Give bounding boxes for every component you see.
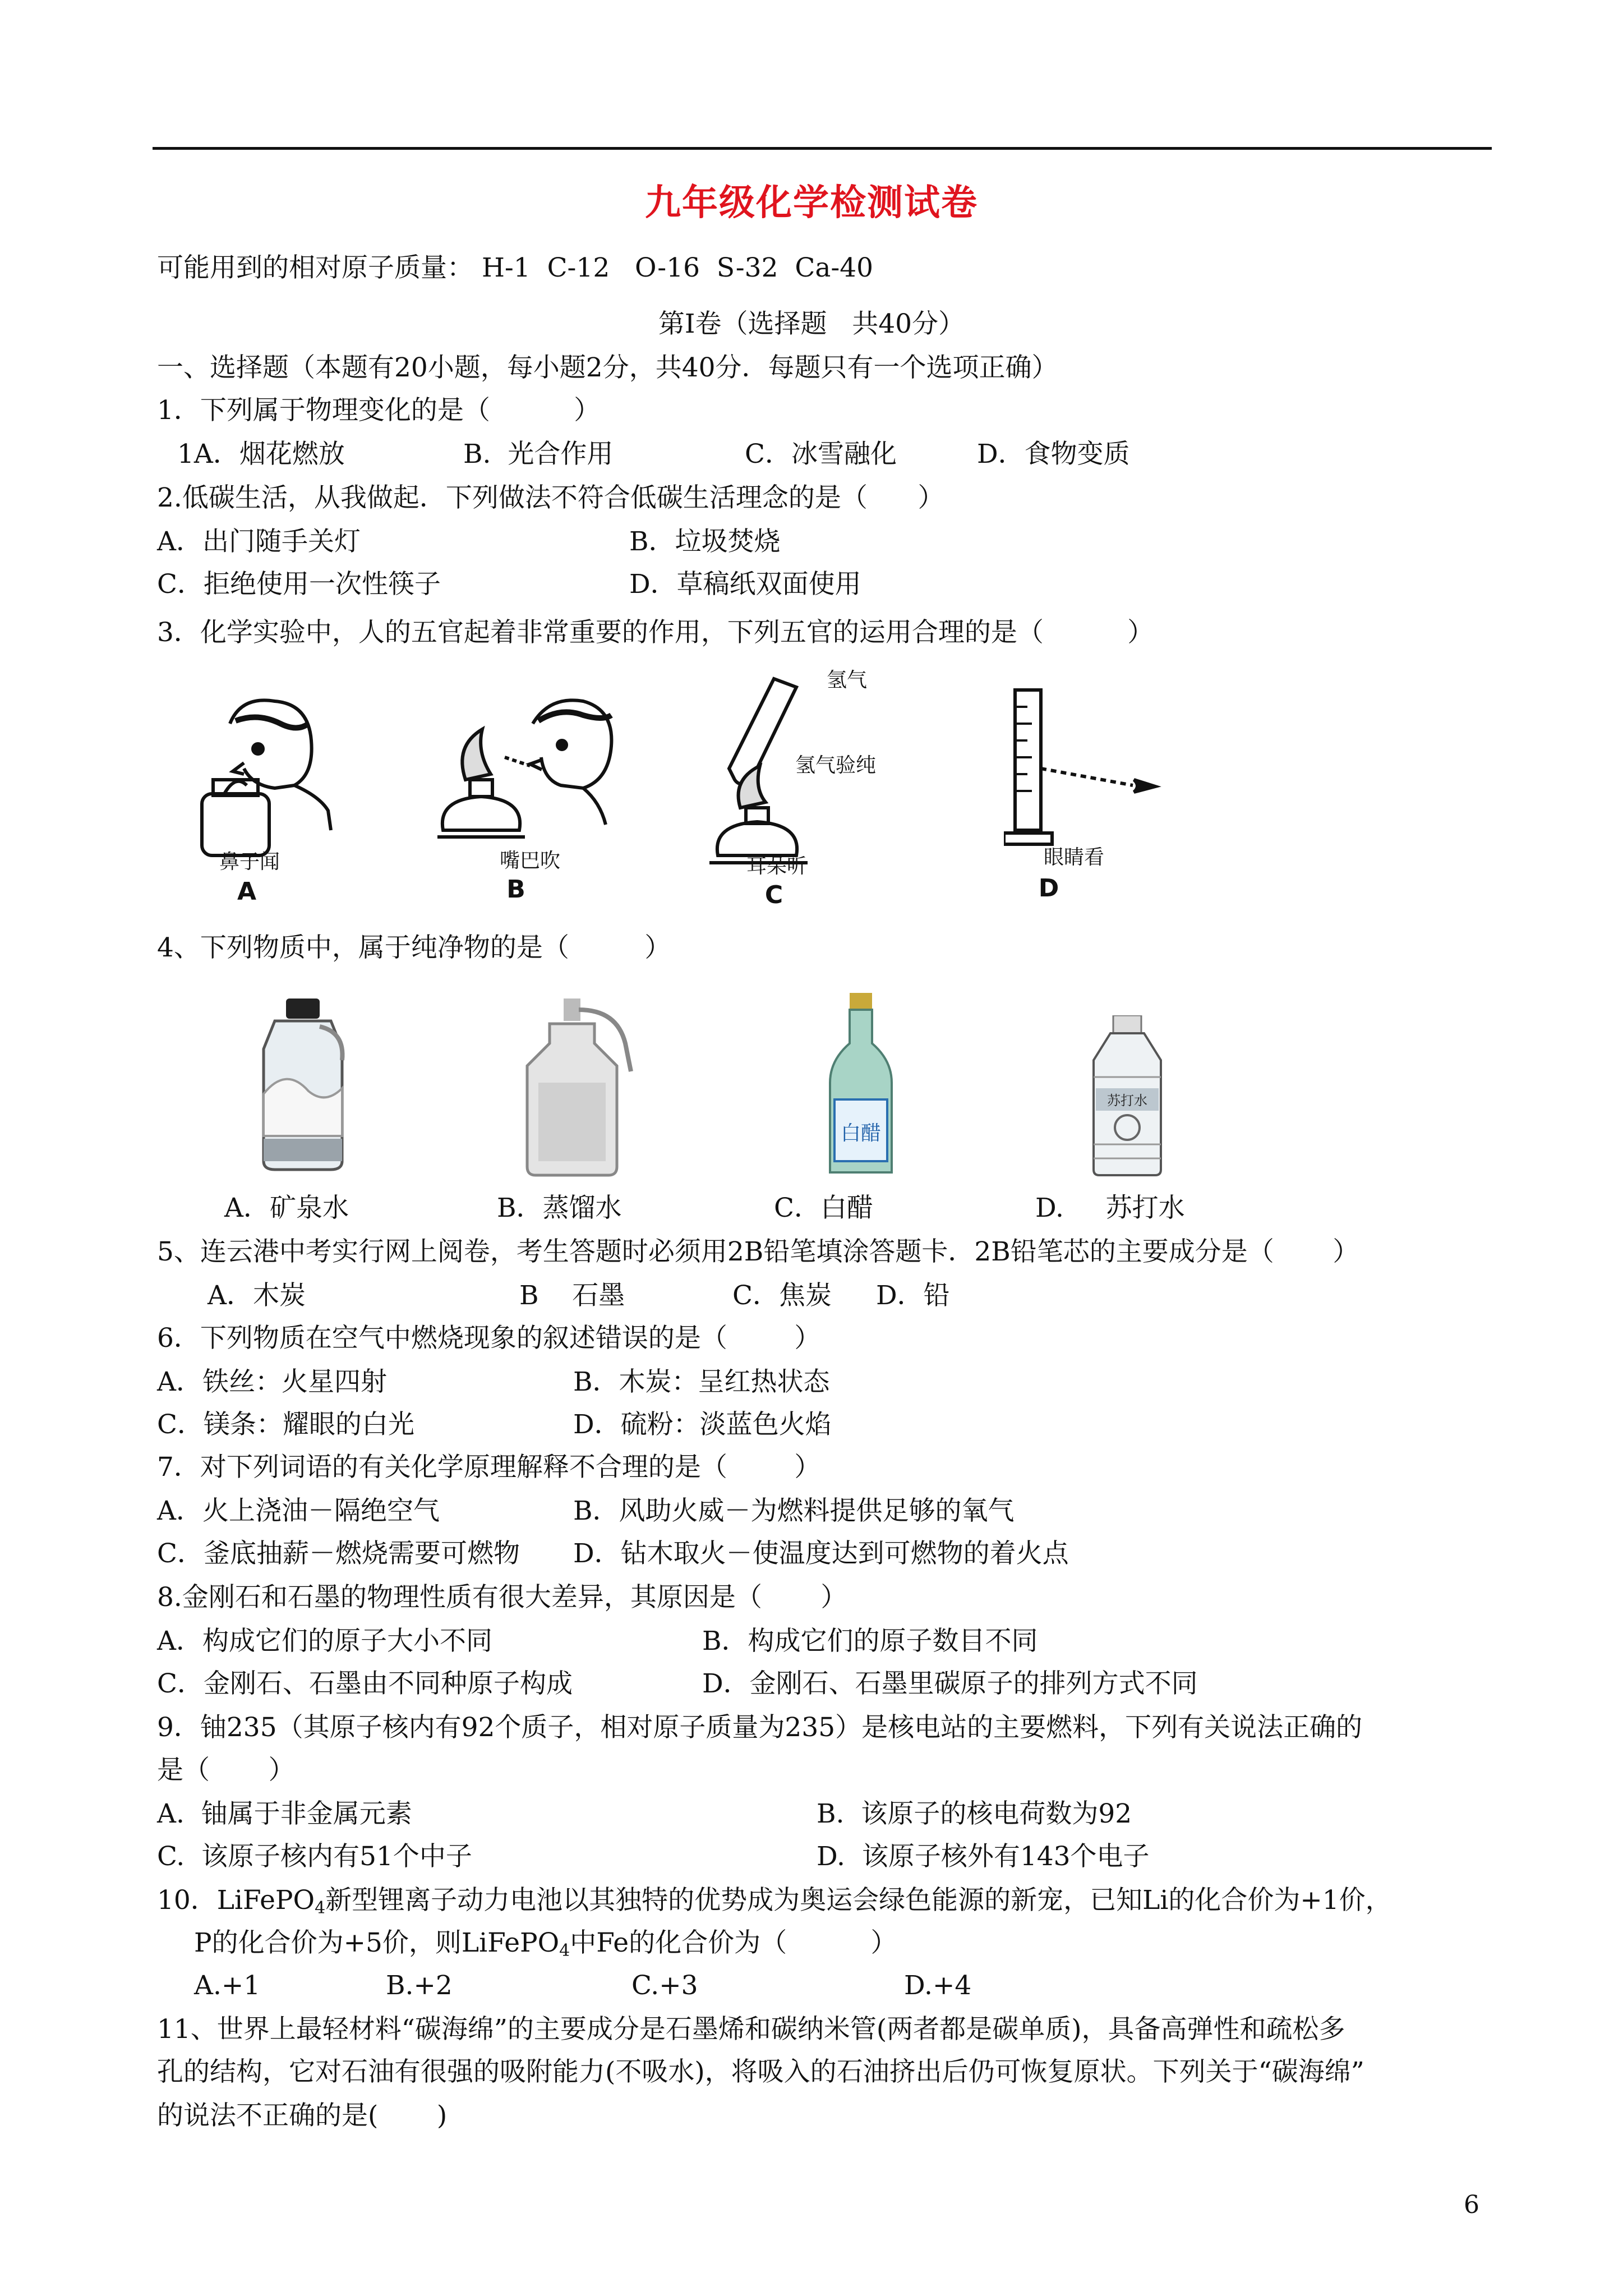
q6-stem: 6．下列物质在空气中燃烧现象的叙述错误的是（ ）	[157, 1323, 821, 1354]
q5-option-c: C．焦炭	[732, 1280, 832, 1311]
q3-letter-b: B	[506, 875, 525, 904]
section-intro: 一、选择题（本题有20小题，每小题2分，共40分．每题只有一个选项正确）	[157, 352, 1058, 383]
q6-option-d: D．硫粉：淡蓝色火焰	[573, 1409, 832, 1440]
soda-water-bottle-image	[1077, 1015, 1178, 1178]
q3-letter-d: D	[1038, 874, 1059, 903]
q9-option-d: D. 该原子核外有143个电子	[817, 1841, 1150, 1872]
q2-option-d: D．草稿纸双面使用	[629, 569, 861, 600]
q5-stem: 5、连云港中考实行网上阅卷，考生答题时必须用2B铅笔填涂答题卡．2B铅笔芯的主要成分是（ ）	[157, 1236, 1359, 1267]
q7-option-d: D．钻木取火－使温度达到可燃物的着火点	[573, 1538, 1069, 1569]
q10-option-a: A.+1	[194, 1970, 261, 2001]
q3-label-c: 耳朵听	[746, 855, 807, 878]
mineral-water-bottle-image	[252, 999, 353, 1172]
header-rule	[153, 147, 1492, 150]
q5-option-d: D．铅	[876, 1280, 950, 1311]
q1-option-a: 1A．烟花燃放	[177, 439, 345, 470]
q9-stem-continued: 是（ ）	[157, 1755, 295, 1786]
q3-label-a: 鼻子闻	[219, 850, 280, 873]
q4-option-c: C．白醋	[774, 1193, 873, 1223]
tube-label-hydrogen: 氢气	[826, 669, 867, 692]
q3-letter-c: C	[764, 881, 783, 909]
q7-option-a: A．火上浇油－隔绝空气	[157, 1496, 440, 1526]
distilled-water-bottle-image	[510, 999, 639, 1178]
q10-option-d: D.+4	[904, 1970, 972, 2001]
q8-option-d: D．金刚石、石墨里碳原子的排列方式不同	[702, 1668, 1198, 1699]
q9-stem: 9．铀235（其原子核内有92个质子，相对原子质量为235）是核电站的主要燃料，下列有关说法正确的	[157, 1712, 1363, 1743]
q3-label-d: 眼睛看	[1043, 846, 1104, 869]
q7-option-b: B．风助火威－为燃料提供足够的氧气	[573, 1496, 1015, 1526]
q10-formula-subscript-2: 4	[559, 1941, 570, 1961]
q11-line3: 的说法不正确的是( )	[157, 2100, 448, 2131]
q2-option-b: B．垃圾焚烧	[629, 526, 781, 557]
q8-option-a: A．构成它们的原子大小不同	[157, 1626, 492, 1657]
q11-line1: 11、世界上最轻材料“碳海绵”的主要成分是石墨烯和碳纳米管(两者都是碳单质)，具备高弹性和疏松多	[157, 2014, 1345, 2045]
q6-option-b: B．木炭：呈红热状态	[573, 1366, 830, 1397]
q3-letter-a: A	[237, 877, 257, 906]
q2-stem: 2.低碳生活，从我做起．下列做法不符合低碳生活理念的是（ ）	[157, 482, 944, 513]
q9-option-a: A. 铀属于非金属元素	[157, 1798, 412, 1829]
q3-stem: 3．化学实验中，人的五官起着非常重要的作用，下列五官的运用合理的是（ ）	[157, 617, 1154, 648]
q5-option-a: A．木炭	[208, 1280, 306, 1311]
q10-stem-text: 新型锂离子动力电池以其独特的优势成为奥运会绿色能源的新宠，已知Li的化合价为+1价，	[325, 1885, 1392, 1916]
q6-option-a: A．铁丝：火星四射	[157, 1366, 387, 1397]
soda-label-text: 苏打水	[1107, 1093, 1147, 1108]
q4-option-a: A．矿泉水	[224, 1193, 349, 1223]
q5-option-b: B 石墨	[519, 1280, 625, 1311]
page-title: 九年级化学检测试卷	[645, 182, 978, 224]
q1-option-b: B. 光合作用	[463, 439, 614, 470]
q10-stem-line1	[157, 1884, 1392, 1925]
q10-stem-line2	[194, 1926, 897, 1968]
q10-formula-part: 10．LiFePO	[157, 1885, 315, 1916]
q7-stem: 7．对下列词语的有关化学原理解释不合理的是（ ）	[157, 1452, 821, 1483]
q4-stem: 4、下列物质中，属于纯净物的是（ ）	[157, 932, 671, 963]
q8-stem: 8.金刚石和石墨的物理性质有很大差异，其原因是（ ）	[157, 1582, 847, 1613]
vinegar-label-text: 白醋	[840, 1122, 882, 1145]
q6-option-c: C．镁条：耀眼的白光	[157, 1409, 414, 1440]
q9-option-b: B. 该原子的核电荷数为92	[817, 1798, 1132, 1829]
q4-option-b: B．蒸馏水	[497, 1193, 622, 1223]
q1-stem: 1．下列属于物理变化的是（ ）	[157, 395, 601, 426]
q1-option-d: D．食物变质	[977, 439, 1130, 470]
q2-option-a: A．出门随手关灯	[157, 526, 361, 557]
q8-option-c: C．金刚石、石墨由不同种原子构成	[157, 1668, 573, 1699]
q7-option-c: C．釜底抽薪－燃烧需要可燃物	[157, 1538, 520, 1569]
q2-option-c: C．拒绝使用一次性筷子	[157, 569, 441, 600]
section-heading: 第Ⅰ卷（选择题 共40分）	[658, 309, 965, 339]
q3-label-b: 嘴巴吹	[499, 849, 560, 872]
q10-formula-subscript: 4	[315, 1898, 326, 1918]
q11-line2: 孔的结构，它对石油有很强的吸附能力(不吸水)，将吸入的石油挤出后仍可恢复原状。下列关于“碳海绵”	[157, 2056, 1364, 2087]
q10-option-c: C.+3	[631, 1970, 698, 2001]
person-blowing-lamp-figure	[415, 690, 628, 853]
q1-option-c: C．冰雪融化	[745, 439, 897, 470]
q9-option-c: C. 该原子核内有51个中子	[157, 1841, 472, 1872]
q10-line2-text-end: 中Fe的化合价为（ ）	[570, 1927, 897, 1958]
graduated-cylinder-figure	[1004, 684, 1172, 853]
white-vinegar-bottle-image	[824, 993, 897, 1178]
person-smelling-figure	[191, 690, 336, 858]
tube-label-hydrogen-test: 氢气验纯	[795, 754, 876, 777]
page-number: 6	[1464, 2191, 1479, 2219]
q8-option-b: B．构成它们的原子数目不同	[702, 1626, 1038, 1657]
atomic-masses: 可能用到的相对原子质量： H-1 C-12 O-16 S-32 Ca-40	[157, 252, 874, 283]
q4-option-d: D. 苏打水	[1035, 1193, 1185, 1223]
q10-option-b: B.+2	[386, 1970, 453, 2001]
q10-line2-text: P的化合价为+5价，则LiFePO	[194, 1927, 560, 1958]
